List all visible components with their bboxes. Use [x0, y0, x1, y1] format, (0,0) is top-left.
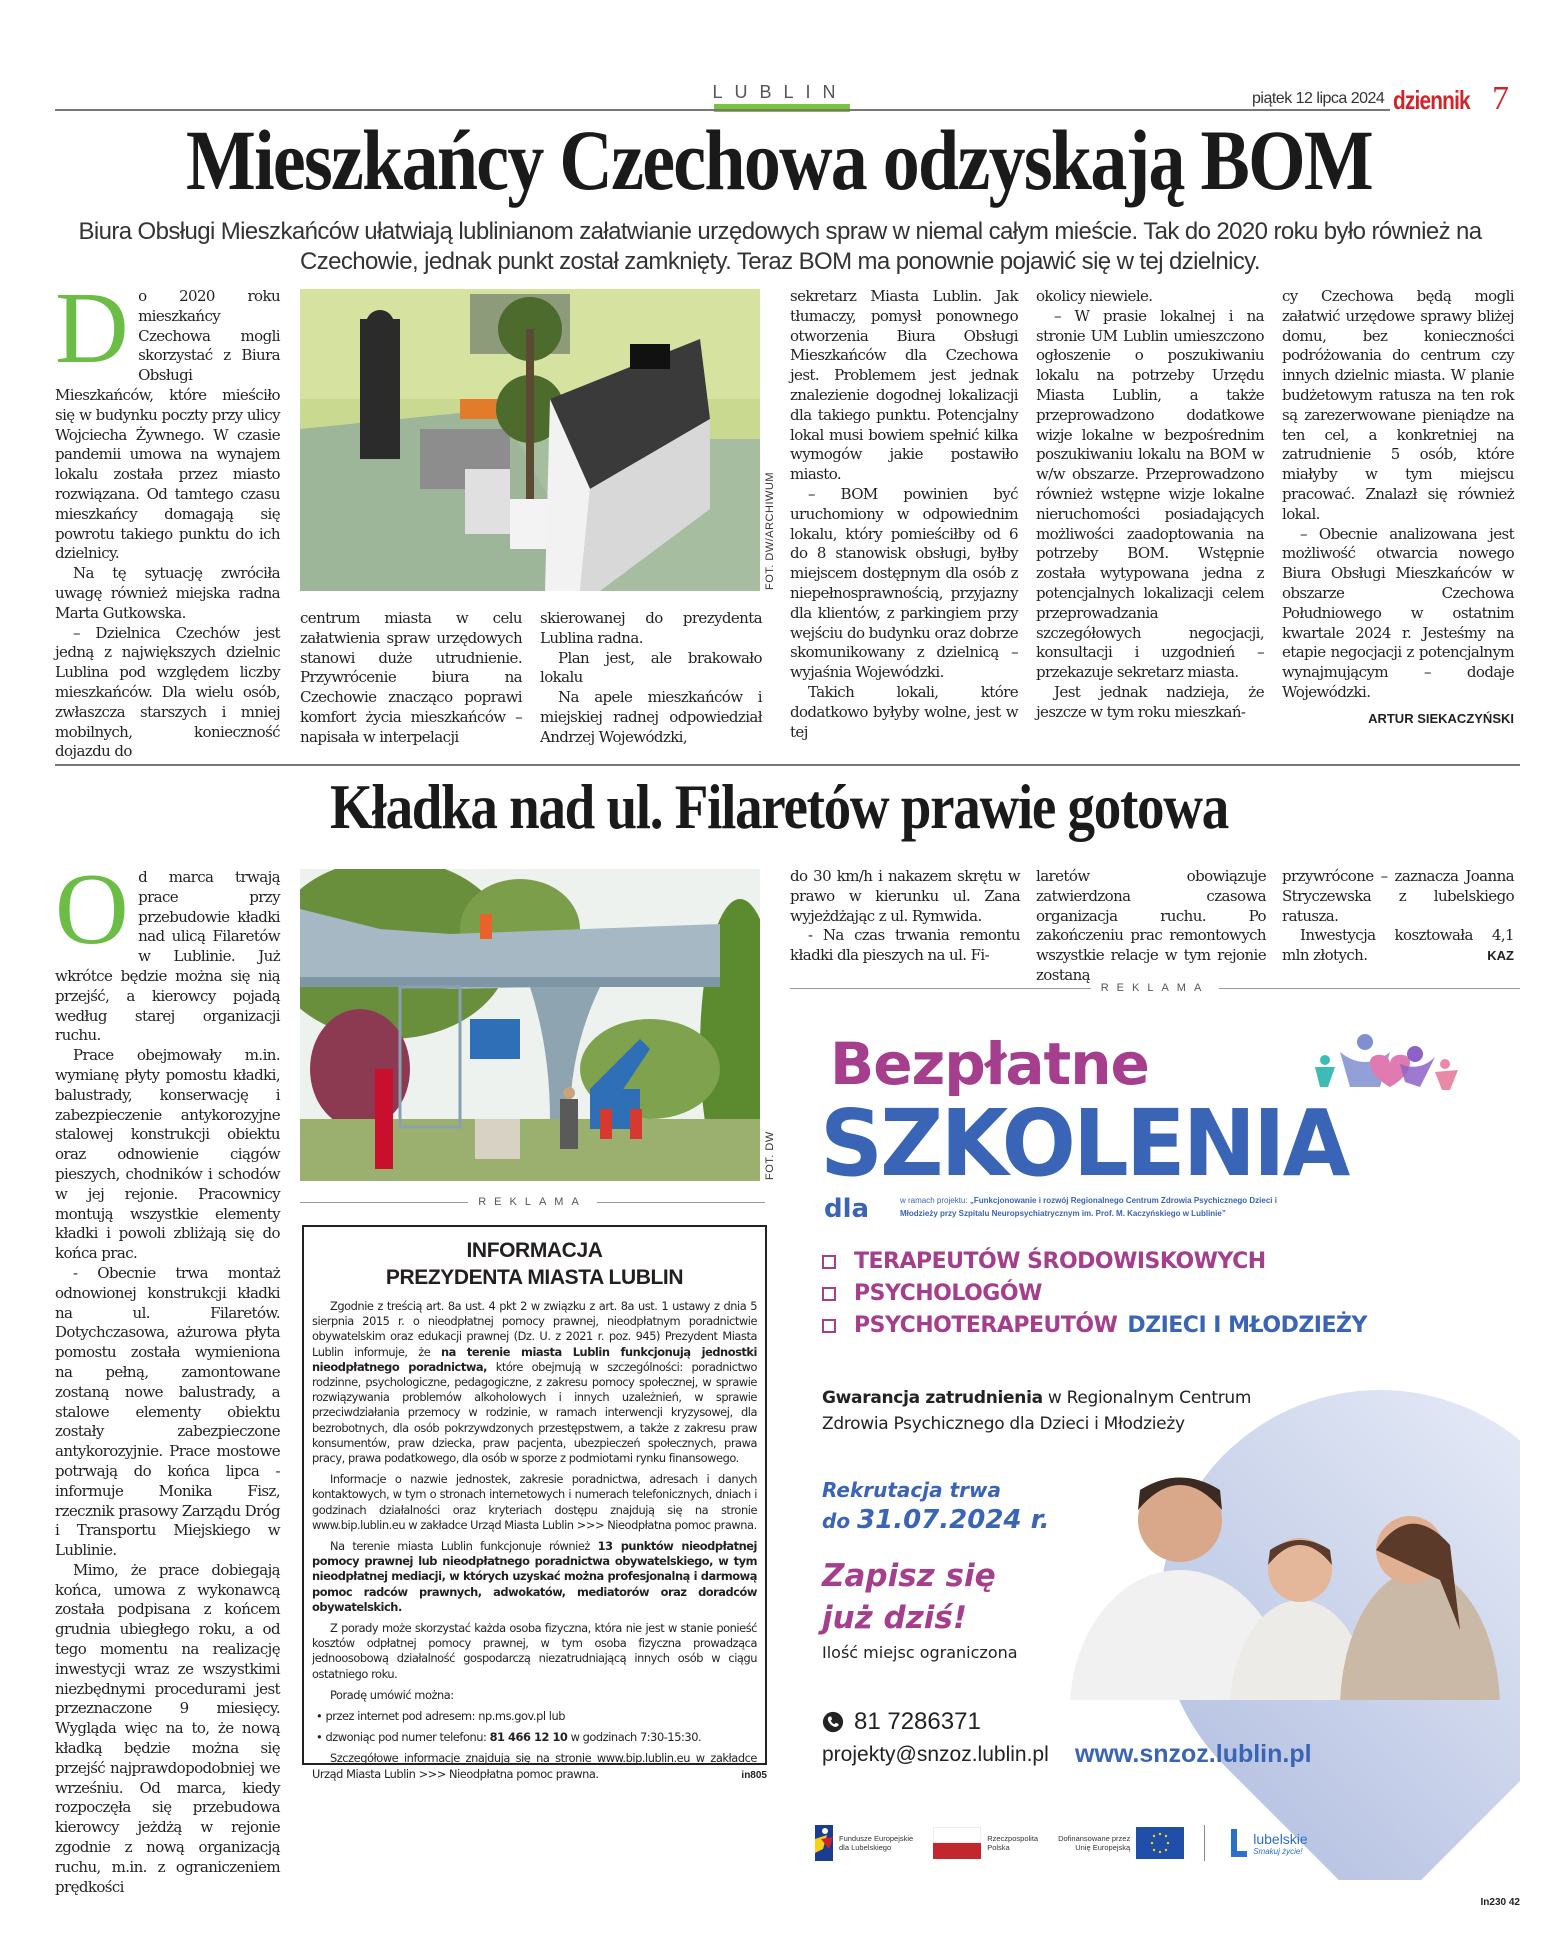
paragraph: Inwestycja kosztowała 4,1 mln złotych.: [1282, 926, 1514, 965]
paragraph: Plan jest, ale brakowało lokalu: [540, 648, 762, 687]
paragraph: - Obecnie trwa montaż odnowionej konstrukcji kładki na ul. Filaretów. Dotychczasowa, ażurowa płyta pomostu została wymieniona na pełną, zamontowane zostaną nowe balustrady, a stalowe elementy obiektu zostały zabezpieczone antykorozyjnie. Prace mostowe potrwają do końca lipca - informuje Monika Fisz, rzecznik prasowy Zarządu Dróg i Transportu Miejskiego w Lublinie.: [55, 1263, 280, 1560]
article1-column-2: [300, 609, 522, 748]
article1-column-6: [1282, 287, 1514, 729]
logo-rzeczpospolita-polska: Rzeczpospolita Polska: [933, 1827, 1038, 1859]
contact-option-phone: • dzwoniąc pod numer telefonu: 81 466 12 10 w godzinach 7:30-15:30.: [312, 1730, 757, 1745]
ad-list-item: PSYCHOTERAPEUTÓW DZIECI I MŁODZIEŻY: [822, 1310, 1367, 1342]
page-number: 7: [1492, 80, 1509, 117]
byline: KAZ: [1487, 947, 1514, 963]
ad-signup-callout: Zapisz się już dziś!: [822, 1558, 996, 1636]
article1-column-4: [790, 287, 1018, 742]
ad-code: in805: [741, 1770, 767, 1781]
footbridge-photo-illustration: [300, 869, 760, 1181]
notice-paragraph: Informacje o nazwie jednostek, zakresie poradnictwa, adresach i danych kontaktowych, w tym o stronach internetowych i numerach telefonicznych, dniach i godzinach działalności oraz kryteriach dostępu znajdują się na stronie www.bip.lublin.eu w zakładce Urząd Miasta Lublin >>> Nieodpłatna pomoc prawna.: [312, 1472, 757, 1532]
article2-column-3: [1036, 867, 1266, 986]
paragraph: sekretarz Miasta Lublin. Jak tłumaczy, pomysł ponownego otworzenia Biura Obsługi Mieszkańców dla Czechowa jest. Problemem jest jednak znalezienie dogodnej lokalizacji dla takiego punktu. Potencjalny lokal musi bowiem spełnić kilka wymogów jakie postawiło miasto.: [790, 287, 1018, 484]
sponsor-logos: [815, 1818, 1505, 1868]
ad-phone: 81 7286371: [822, 1708, 981, 1736]
ad-limited-places: Ilość miejsc ograniczona: [822, 1643, 1018, 1662]
paragraph: o 2020 roku mieszkańcy Czechowa mogli skorzystać z Biura Obsługi Mieszkańców, które mieściło się w budynku poczty przy ulicy Wojciecha Żywnego. W czasie pandemii umowa na wynajem lokalu została przez miasto rozwiązana. Od tamtego czasu mieszkańcy domagają się powrotu takiego punktu do ich dzielnicy.: [55, 287, 280, 563]
advertisement-label: REKLAMA: [300, 1196, 765, 1208]
article1-column-3: [540, 609, 762, 748]
article2-headline: Kładka nad ul. Filaretów prawie gotowa: [330, 771, 1228, 842]
paragraph: – Dzielnica Czechów jest jedną z największych dzielnic Lublina pod względem liczby mieszkańców. Dla wielu osób, zwłaszcza starszych i mniej mobilnych, konieczność dojazdu do: [55, 623, 280, 761]
section-divider: [55, 764, 1520, 766]
notice-title: INFORMACJA PREZYDENTA MIASTA LUBLIN: [385, 1239, 684, 1289]
lubelskie-icon: [1225, 1827, 1247, 1859]
article2-column-2: [790, 867, 1020, 966]
notice-paragraph: Poradę umówić można:: [330, 1687, 454, 1702]
paragraph: Prace obejmowały m.in. wymianę płyty pomostu kładki, balustrady, konserwację i zabezpieczenie antykorozyjne stalowej konstrukcji obiektu oraz odnowienie ciągów pieszych, chodników i schodów w jej rejonie. Pracownicy montują wszystkie elementy kładki i powoli zbliżają się do końca prac.: [55, 1046, 280, 1263]
contact-options-list: [312, 1709, 757, 1745]
dropcap: O: [55, 853, 129, 966]
article1-column-5: [1036, 287, 1264, 723]
logo-fundusze-europejskie: Fundusze Europejskie dla Lubelskiego: [815, 1825, 913, 1861]
family-photo-illustration: [1030, 1450, 1510, 1700]
article1-headline: Mieszkańcy Czechowa odzyskają BOM: [185, 112, 1373, 208]
paragraph: Na apele mieszkańców i miejskiej radnej odpowiedział Andrzej Wojewódzki,: [540, 688, 762, 746]
issue-date: piątek 12 lipca 2024: [1252, 90, 1385, 107]
polish-flag-icon: [933, 1827, 981, 1859]
family-logo-icon: [1310, 1032, 1460, 1097]
ad-guarantee: Gwarancja zatrudnienia w Regionalnym Centrum Zdrowia Psychicznego dla Dzieci i Młodzieży: [822, 1388, 1252, 1434]
logo-unia-europejska: Dofinansowane przez Unię Europejską: [1058, 1827, 1184, 1859]
paragraph: – Obecnie analizowana jest możliwość otwarcia nowego Biura Obsługi Mieszkańców w obszarze Czechowa Południowego w ostatnim kwartale 2024 r. Jesteśmy na etapie negocjacji z potencjalnym wynajmującym – dodaje Wojewódzki.: [1282, 524, 1514, 701]
newspaper-logo: dziennik: [1393, 85, 1470, 115]
paragraph: Mimo, że prace dobiegają końca, umowa z wykonawcą została podpisana z końcem grudnia ubiegłego roku, a od tego momentu na realizację inwestycji wraz ze wszystkimi niezbędnymi procedurami jest przeznaczone 9 miesięcy. Wygląda więc na to, że nową kładką będzie można się przejść najprawdopodobniej we wrześniu. Od marca, kiedy rozpoczęła się przebudowa kierowcy jeżdżą w rejonie zgodnie z nową organizacją ruchu, m.in. z ograniczeniem prędkości: [55, 1560, 280, 1896]
byline: ARTUR SIEKACZYŃSKI: [1368, 710, 1514, 726]
paragraph: cy Czechowa będą mogli załatwić urzędowe sprawy bliżej domu, bez konieczności podróżowania do centrum czy innych dzielnic miasta. W planie budżetowym ratusza na ten rok są zarezerwowane pieniądze na ten cel, a konkretniej na zatrudnienie 5 osób, które miałyby w tym miejscu pracować. Znalazł się również lokal.: [1282, 287, 1514, 523]
paragraph: - Na czas trwania remontu kładki dla pieszych na ul. Fi-: [790, 926, 1020, 965]
paragraph: d marca trwają prace przy przebudowie kładki nad ulicą Filaretów w Lublinie. Już wkrótce będzie można się nią przejść, a kierowcy pojadą według starej organizacji ruchu.: [55, 868, 280, 1045]
ad-target-list: [822, 1246, 1367, 1342]
notice-paragraph: Szczegółowe informacje znajdują się na stronie www.bip.lublin.eu w zakładce Urząd Miasta Lublin >>> Nieodpłatna pomoc prawna.: [312, 1751, 757, 1781]
article2-photo: [300, 869, 760, 1181]
article1-lead: Biura Obsługi Mieszkańców ułatwiają lublinianom załatwianie urzędowych spraw w niemal całym mieście. Tak do 2020 roku było również na Czechowie, jednak punkt został zamknięty. Teraz BOM ma ponownie pojawić się w tej dzielnicy.: [78, 218, 1482, 275]
square-bullet-icon: [822, 1255, 836, 1269]
paragraph: – W prasie lokalnej i na stronie UM Lublin umieszczono ogłoszenie o poszukiwaniu lokalu na potrzeby Urzędu Miasta Lublin, a także przeprowadzono dodatkowe wizje lokalne w bezpośrednim poszukiwaniu lokalu na BOM w w/w obszarze. Przeprowadzono również wstępne wizje lokalne nieruchomości posiadających możliwości zaadoptowania na potrzeby BOM. Wstępnie została wytypowana jedna z potencjalnych lokalizacji celem przeprowadzania szczegółowych negocjacji, konsultacji i uzgodnień – przekazuje sekretarz miasta.: [1036, 306, 1264, 682]
notice-paragraph: Na terenie miasta Lublin funkcjonuje również 13 punktów nieodpłatnej pomocy prawnej lub nieodpłatnego poradnictwa obywatelskiego, w tym nieodpłatnej mediacji, w których uzyskać można profesjonalną i darmową pomoc radców prawnych, adwokatów, mediatorów oraz doradców obywatelskich.: [312, 1539, 757, 1614]
square-bullet-icon: [822, 1319, 836, 1333]
training-advertisement: [790, 1010, 1520, 1880]
eu-flag-icon: [1136, 1827, 1184, 1859]
ad-website-link[interactable]: www.snzoz.lublin.pl: [1075, 1740, 1312, 1768]
logo-divider: [1204, 1825, 1205, 1861]
ad-title-line1: Bezpłatne: [830, 1030, 1149, 1098]
ad-list-item: PSYCHOLOGÓW: [822, 1278, 1367, 1310]
dropcap: D: [55, 272, 129, 385]
ad-list-item: TERAPEUTÓW ŚRODOWISKOWYCH: [822, 1246, 1367, 1278]
ad-recruitment-deadline: Rekrutacja trwa do 31.07.2024 r.: [822, 1478, 1050, 1535]
article1-column-1: [55, 272, 280, 762]
ad-email-link[interactable]: projekty@snzoz.lublin.pl: [822, 1743, 1049, 1766]
kiosk-photo-illustration: [300, 289, 760, 591]
article2-column-1: [55, 853, 280, 1897]
ad-code: In230 42: [1480, 1897, 1520, 1908]
phone-icon: [822, 1711, 844, 1733]
paragraph: centrum miasta w celu załatwienia spraw urzędowych stanowi duże utrudnienie. Przywrócenie biura na Czechowie znacząco poprawi komfort życia mieszkańców – napisała w interpelacji: [300, 609, 522, 746]
ad-dla: dla: [824, 1194, 870, 1224]
paragraph: laretów obowiązuje zatwierdzona czasowa organizacja ruchu. Po zakończeniu prac remontowych wszystkie relacje w tym rejonie zostaną: [1036, 867, 1266, 984]
paragraph: skierowanej do prezydenta Lublina radna.: [540, 609, 762, 647]
paragraph: – BOM powinien być uruchomiony w odpowiednim lokalu, który pomieściłby od 6 do 8 stanowisk obsługi, byłby miejscem dostępnym dla osób z niepełnosprawnością, przyjazny dla klientów, z parkingiem przy wejściu do budynku oraz dobrze skomunikowany z dzielnicą – wyjaśnia Wojewódzki.: [790, 484, 1018, 682]
ad-title-line2: SZKOLENIA: [820, 1090, 1348, 1197]
paragraph: Na tę sytuację zwróciła uwagę również miejska radna Marta Gutkowska.: [55, 564, 280, 622]
notice-paragraph: Zgodnie z treścią art. 8a ust. 4 pkt 2 w związku z art. 8a ust. 1 ustawy z dnia 5 sierpnia 2015 r. o nieodpłatnej pomocy prawnej, nieodpłatnym poradnictwie obywatelskim oraz edukacji prawnej (Dz. U. z 2021 r. poz. 945) Prezydent Miasta Lublin informuje, że na terenie miasta Lublin funkcjonują jednostki nieodpłatnego poradnictwa, które obejmują w szczególności: poradnictwo rodzinne, psychologiczne, pedagogiczne, z zakresu pomocy społecznej, w sprawie rozwiązywania problemów alkoholowych i innych uzależnień, w sprawie przeciwdziałania przemocy w rodzinie, w ramach interwencji kryzysowej, dla bezrobotnych, dla osób pokrzywdzonych przestępstwem, a także z zakresu praw konsumentów, praw dziecka, praw pacjenta, ubezpieczeń społecznych, prawa pracy, prawa podatkowego, dla osób w sporze z podmiotami rynku finansowego.: [312, 1299, 757, 1466]
paragraph: do 30 km/h i nakazem skrętu w prawo w kierunku ul. Zana wyjeżdżając z ul. Rymwida.: [790, 867, 1020, 925]
paragraph: okolicy niewiele.: [1036, 287, 1153, 305]
contact-option-online: • przez internet pod adresem: np.ms.gov.pl lub: [312, 1709, 757, 1724]
logo-lubelskie: lubelskie Smakuj życie!: [1225, 1827, 1307, 1859]
square-bullet-icon: [822, 1287, 836, 1301]
eu-funds-icon: [815, 1825, 833, 1861]
notice-paragraph: Z porady może skorzystać każda osoba fizyczna, która nie jest w stanie ponieść kosztów odpłatnej pomocy prawnej, w tym osoba fizyczna prowadząca jednoosobową działalność gospodarczą niezatrudniającą innych osób w ciągu ostatniego roku.: [312, 1621, 757, 1681]
photo-credit: FOT. DW/ARCHIWUM: [764, 472, 776, 590]
article1-photo: [300, 289, 760, 591]
paragraph: przywrócone – zaznacza Joanna Stryczewska z lubelskiego ratusza.: [1282, 867, 1514, 925]
paragraph: Jest jednak nadzieja, że jeszcze w tym roku mieszkań-: [1036, 682, 1264, 721]
ad-project-description: w ramach projektu: „Funkcjonowanie i rozwój Regionalnego Centrum Zdrowia Psychicznego Dzieci i Młodzieży przy Szpitalu Neuropsychiatrycznym im. Prof. M. Kaczyńskiego w Lublinie”: [900, 1196, 1277, 1218]
section-label: LUBLIN: [712, 82, 848, 102]
paragraph: Takich lokali, które dodatkowo byłyby wolne, jest w tej: [790, 682, 1018, 741]
article2-column-4: [1282, 867, 1514, 966]
photo-credit: FOT. DW: [764, 1131, 776, 1180]
advertisement-label: REKLAMA: [790, 982, 1520, 994]
